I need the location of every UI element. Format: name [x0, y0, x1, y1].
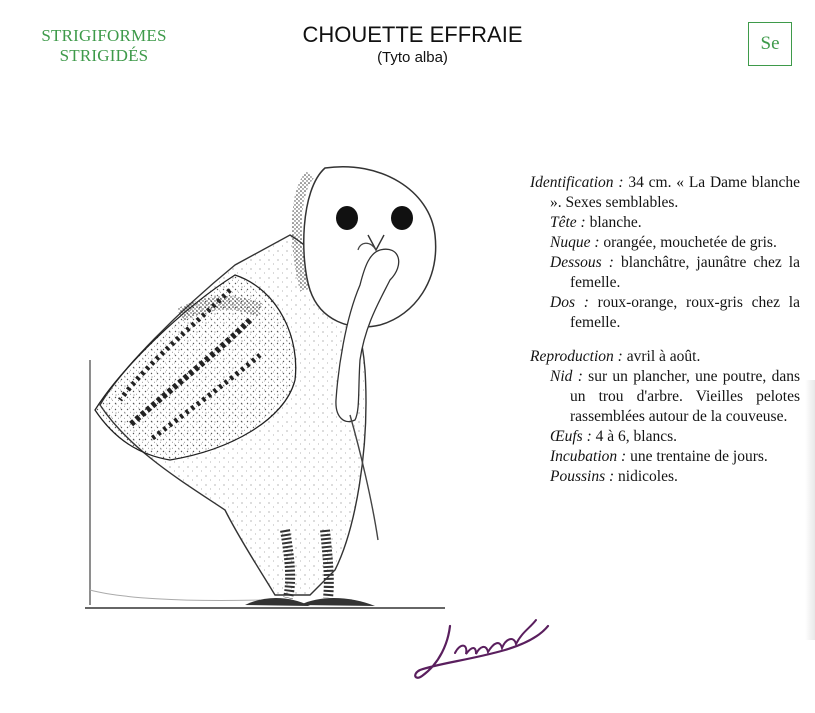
nid-text: sur un plancher, une poutre, dans un trou d'arbre. Vieilles pelotes rassemblées autour de la couveuse. — [570, 368, 800, 425]
section-gap — [530, 333, 800, 347]
identification-text: 34 cm. « La Dame blanche ». Sexes semblables. — [550, 174, 801, 211]
incubation-label: Incubation : — [550, 448, 627, 465]
incubation-entry — [550, 447, 800, 467]
nuque-label: Nuque : — [550, 234, 600, 251]
poussins-label: Poussins : — [550, 468, 615, 485]
identification-entry — [530, 173, 800, 213]
barn-owl-illustration-icon — [60, 150, 460, 620]
tete-text: blanche. — [585, 214, 642, 231]
taxonomy-heading — [22, 26, 186, 66]
page-edge-shadow — [805, 380, 815, 640]
reproduction-entry — [530, 347, 800, 367]
nuque-text: orangée, mouchetée de gris. — [599, 234, 777, 251]
reproduction-text: avril à août. — [622, 348, 701, 365]
nid-label: Nid : — [550, 368, 583, 385]
tete-entry — [550, 213, 800, 233]
artist-signature-icon — [410, 608, 560, 688]
oeufs-entry — [550, 427, 800, 447]
oeufs-label: Œufs : — [550, 428, 592, 445]
dessous-entry — [550, 253, 800, 293]
family-name: STRIGIDÉS — [59, 46, 149, 65]
order-name: STRIGIFORMES — [41, 26, 167, 45]
nid-entry — [550, 367, 800, 427]
poussins-text: nidicoles. — [614, 468, 678, 485]
tete-label: Tête : — [550, 214, 586, 231]
poussins-entry — [550, 467, 800, 487]
identification-label: Identification : — [530, 174, 624, 191]
incubation-text: une trentaine de jours. — [626, 448, 768, 465]
oeufs-text: 4 à 6, blancs. — [591, 428, 677, 445]
species-description — [530, 173, 800, 487]
dessous-label: Dessous : — [550, 254, 614, 271]
scientific-name: (Tyto alba) — [377, 49, 448, 66]
dessous-text: blanchâtre, jaunâtre chez la femelle. — [570, 254, 800, 291]
dos-entry — [550, 293, 800, 333]
nuque-entry — [550, 233, 800, 253]
reproduction-label: Reproduction : — [530, 348, 623, 365]
dos-label: Dos : — [550, 294, 589, 311]
dos-text: roux-orange, roux-gris chez la femelle. — [570, 294, 800, 331]
status-badge: Se — [748, 22, 792, 66]
page-title: CHOUETTE EFFRAIE — [302, 22, 523, 47]
